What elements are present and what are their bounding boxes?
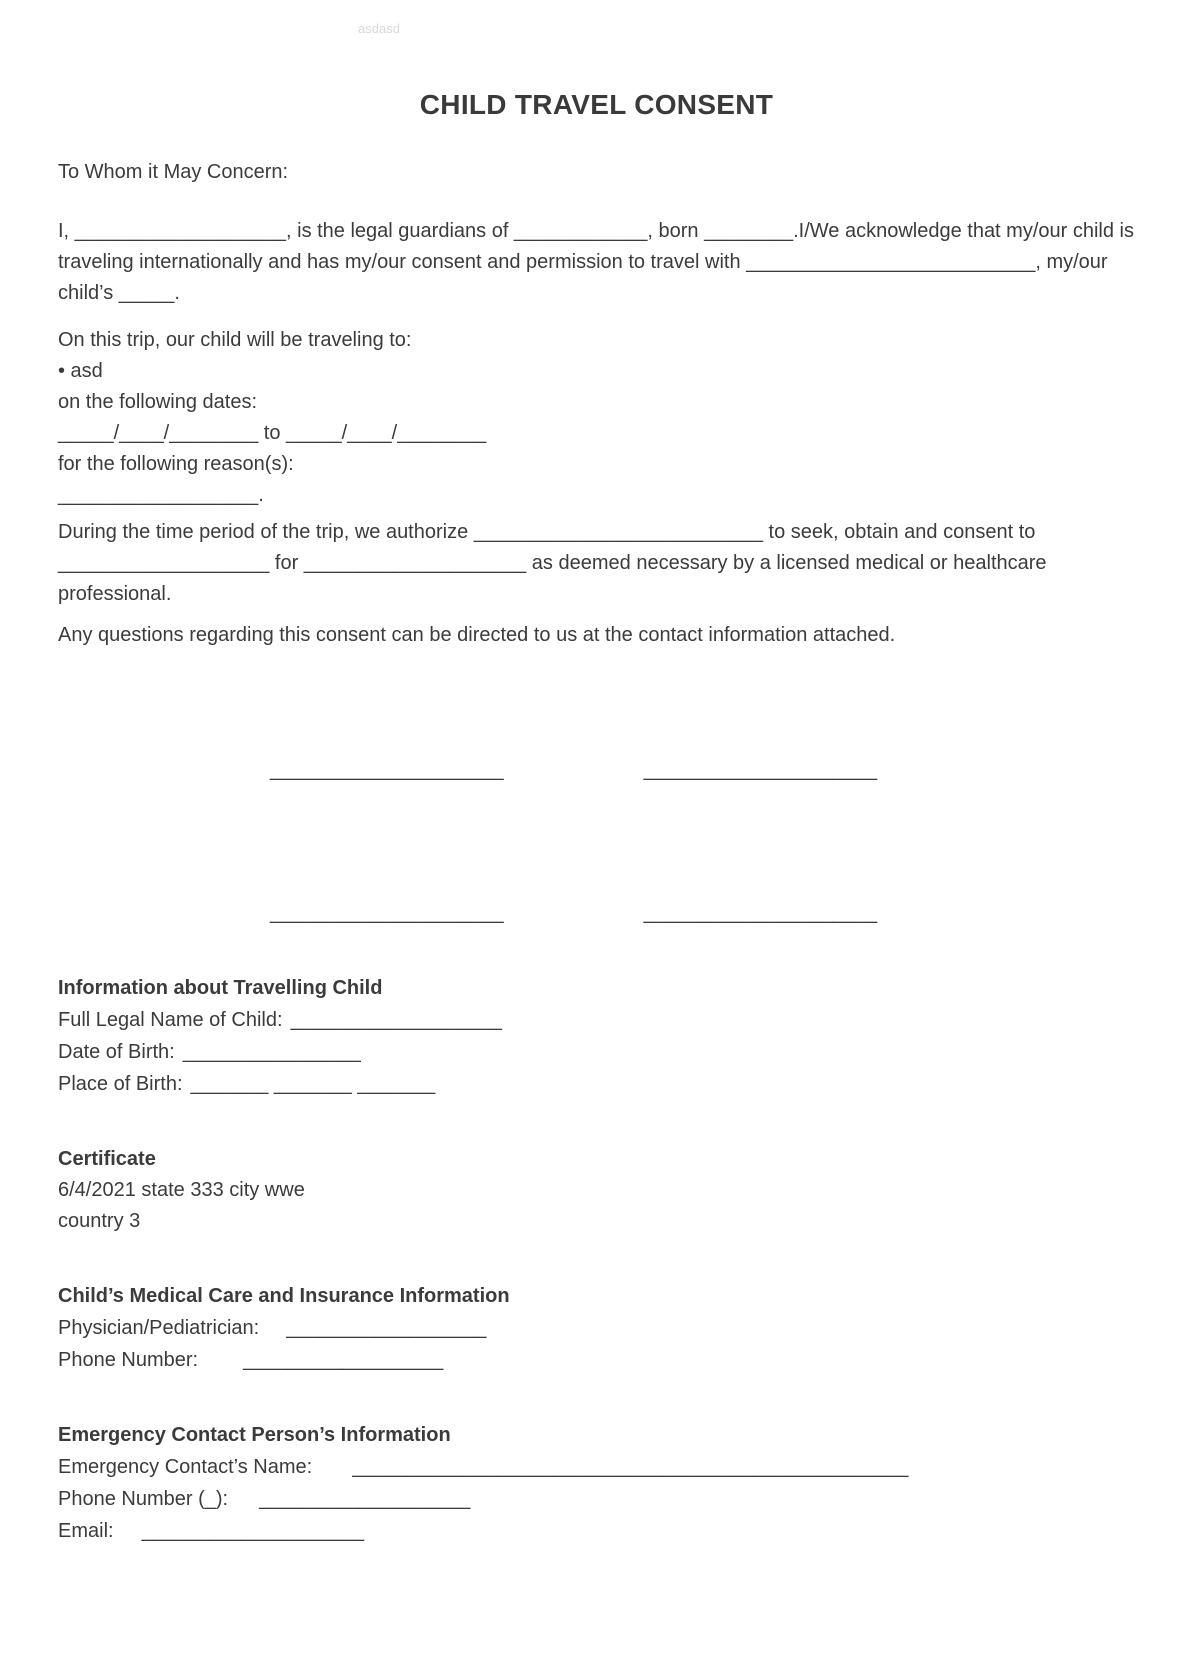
destination-bullet: • asd [58,360,103,382]
certificate-line-1: 6/4/2021 state 333 city wwe [58,1179,305,1201]
emergency-email-row [58,1515,1135,1547]
emergency-phone-label: Phone Number (_): [58,1488,229,1510]
emergency-email-blank: ____________________ [141,1520,365,1542]
certificate-line-2: country 3 [58,1210,141,1232]
child-full-name-label: Full Legal Name of Child: [58,1009,283,1031]
physician-row [58,1312,1135,1344]
acknowledgement-paragraph: I, ___________________, is the legal guardians of ____________, born ________.I/We acknowledge that my/our child is traveling internationally and has my/our consent and permission to travel with __________________________, my/our child’s _____. [58,220,1134,304]
dates-blank: _____/____/________ to _____/____/________ [58,422,487,444]
certificate-heading: Certificate [58,1148,156,1170]
medical-phone-row [58,1344,1135,1376]
traveling-to-label: On this trip, our child will be traveling to: [58,329,412,351]
salutation: To Whom it May Concern: [58,161,289,183]
questions-paragraph: Any questions regarding this consent can be directed to us at the contact information attached. [58,624,896,646]
emergency-phone-blank: ___________________ [259,1488,471,1510]
emergency-email-label: Email: [58,1520,114,1542]
child-full-name-blank: ___________________ [290,1009,502,1031]
medical-phone-blank: __________________ [243,1349,444,1371]
trip-details-block [58,325,1135,511]
signature-line-1-right: _____________________ [643,759,878,781]
dates-label: on the following dates: [58,391,258,413]
child-pob-blank: _______ _______ _______ [190,1073,436,1095]
physician-blank: __________________ [286,1317,487,1339]
document-title: CHILD TRAVEL CONSENT [419,89,774,120]
emergency-name-label: Emergency Contact’s Name: [58,1456,313,1478]
reason-label: for the following reason(s): [58,453,294,475]
signature-line-1-left: _____________________ [270,759,504,781]
faint-watermark: asdasd [358,21,400,36]
medical-phone-label: Phone Number: [58,1349,199,1371]
authorization-paragraph: During the time period of the trip, we authorize __________________________ to seek, obtain and consent to ___________________ for ____________________ as deemed necessary by a licensed medical or healthcare professional. [58,521,1047,605]
signature-row-1 [270,755,1135,786]
emergency-info-heading: Emergency Contact Person’s Information [58,1424,451,1446]
child-dob-blank: ________________ [182,1041,361,1063]
child-dob-row [58,1036,1135,1068]
child-pob-label: Place of Birth: [58,1073,183,1095]
emergency-name-row [58,1451,1135,1483]
signature-row-2 [270,898,1135,929]
emergency-phone-row [58,1483,1135,1515]
signature-line-2-left: _____________________ [270,902,504,924]
medical-info-heading: Child’s Medical Care and Insurance Information [58,1285,510,1307]
signature-line-2-right: _____________________ [643,902,878,924]
child-full-name-row [58,1004,1135,1036]
child-info-heading: Information about Travelling Child [58,977,383,999]
child-dob-label: Date of Birth: [58,1041,175,1063]
emergency-name-blank: __________________________________________________ [352,1456,909,1478]
child-pob-row [58,1068,1135,1100]
physician-label: Physician/Pediatrician: [58,1317,260,1339]
reason-blank: __________________. [58,484,264,506]
